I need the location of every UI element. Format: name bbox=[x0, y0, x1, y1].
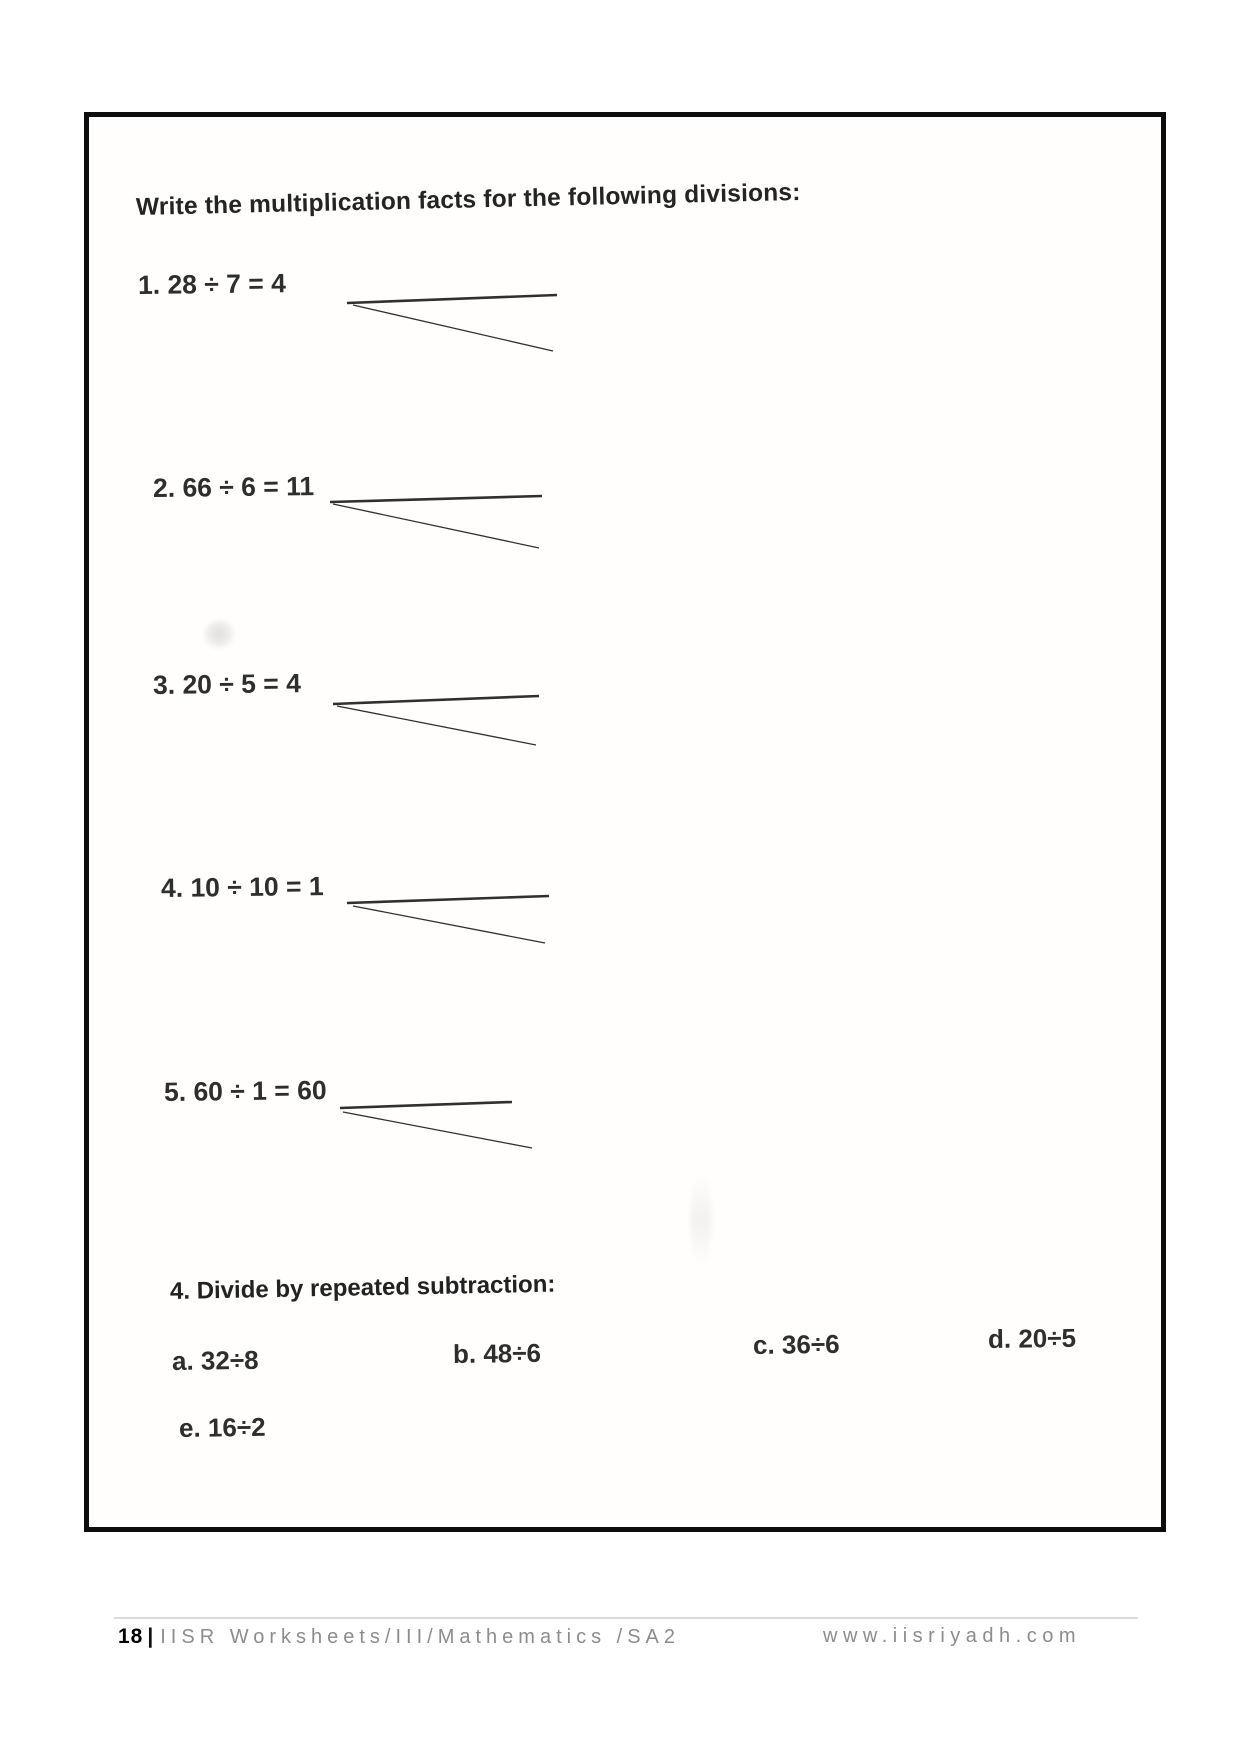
branch-upper-line bbox=[333, 696, 539, 704]
division-item-5: 5. 60 ÷ 1 = 60 bbox=[163, 1075, 327, 1107]
answer-branch-lines-5 bbox=[338, 1097, 536, 1153]
answer-branch-lines-1 bbox=[345, 292, 563, 356]
footer-document-reference: IISR Worksheets/III/Mathematics /SA2 bbox=[160, 1626, 680, 1648]
branch-lower-line bbox=[353, 305, 553, 351]
footer bbox=[118, 1625, 680, 1649]
division-item-4: 4. 10 ÷ 10 = 1 bbox=[160, 871, 324, 903]
branch-lower-line bbox=[353, 906, 545, 943]
subtraction-item-a: a. 32÷8 bbox=[171, 1344, 259, 1376]
footer-website-url: www.iisriyadh.com bbox=[823, 1625, 1081, 1647]
answer-branch-lines-2 bbox=[328, 491, 546, 553]
division-item-2: 2. 66 ÷ 6 = 11 bbox=[152, 471, 315, 503]
branch-upper-line bbox=[347, 896, 549, 903]
branch-upper-line bbox=[340, 1102, 512, 1108]
page-number: 18 bbox=[118, 1625, 144, 1648]
branch-upper-line bbox=[330, 496, 542, 502]
branch-lower-line bbox=[337, 706, 536, 745]
division-item-1: 1. 28 ÷ 7 = 4 bbox=[137, 268, 287, 300]
branch-upper-line bbox=[347, 295, 557, 303]
subtraction-item-c: c. 36÷6 bbox=[752, 1328, 840, 1360]
instruction-title: Write the multiplication facts for the following divisions: bbox=[135, 178, 801, 221]
scan-smudge bbox=[204, 620, 234, 648]
branch-lower-line bbox=[333, 504, 539, 548]
footer-divider-line bbox=[114, 1617, 1138, 1619]
answer-branch-lines-4 bbox=[345, 892, 553, 948]
footer-separator: | bbox=[147, 1625, 154, 1648]
worksheet-border-frame bbox=[84, 112, 1166, 1532]
answer-branch-lines-3 bbox=[331, 691, 543, 751]
subtraction-item-d: d. 20÷5 bbox=[987, 1322, 1077, 1354]
scan-smudge bbox=[690, 1175, 712, 1265]
subtraction-item-e: e. 16÷2 bbox=[178, 1411, 266, 1443]
section-heading: 4. Divide by repeated subtraction: bbox=[169, 1270, 556, 1305]
subtraction-item-b: b. 48÷6 bbox=[452, 1337, 542, 1369]
division-item-3: 3. 20 ÷ 5 = 4 bbox=[152, 668, 302, 700]
branch-lower-line bbox=[343, 1112, 532, 1148]
